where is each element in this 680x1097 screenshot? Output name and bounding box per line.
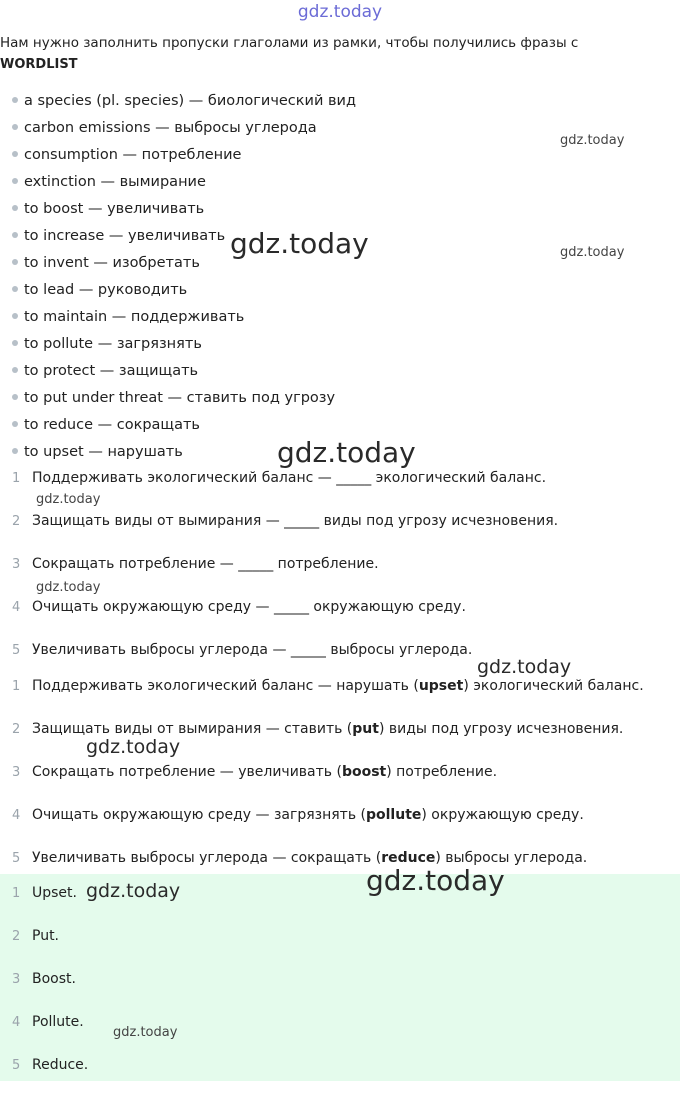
answer-item xyxy=(0,761,644,804)
item-number: 1 xyxy=(12,679,21,694)
wordlist-item xyxy=(12,117,356,144)
answer-text-after: ) выбросы углерода. xyxy=(435,850,588,866)
short-answer-text: Put. xyxy=(32,928,60,944)
wordlist-text: to invent — изобретать xyxy=(24,255,200,271)
bullet-icon xyxy=(12,178,18,184)
watermark: gdz.today xyxy=(36,580,101,595)
wordlist-text: to upset — нарушать xyxy=(24,444,183,460)
item-number: 3 xyxy=(12,557,21,572)
task-item xyxy=(0,510,558,553)
task-item xyxy=(0,596,558,639)
answer-text-after: ) окружающую среду. xyxy=(421,807,584,823)
item-number: 4 xyxy=(12,808,21,823)
answer-item xyxy=(0,675,644,718)
bullet-icon xyxy=(12,232,18,238)
task-text: Очищать окружающую среду — _____ окружающую среду. xyxy=(32,599,466,615)
wordlist-text: to boost — увеличивать xyxy=(24,201,205,217)
item-number: 5 xyxy=(12,851,21,866)
watermark: gdz.today xyxy=(477,656,572,678)
wordlist-item xyxy=(12,279,356,306)
bullet-icon xyxy=(12,97,18,103)
item-number: 4 xyxy=(12,600,21,615)
answer-text-after: ) потребление. xyxy=(386,764,498,780)
short-answer-list xyxy=(0,882,88,1097)
task-text: Защищать виды от вымирания — _____ виды под угрозу исчезновения. xyxy=(32,513,559,529)
bullet-icon xyxy=(12,313,18,319)
watermark: gdz.today xyxy=(277,436,416,469)
bullet-icon xyxy=(12,421,18,427)
answer-text-before: Сокращать потребление — увеличивать ( xyxy=(32,764,342,780)
short-answer-item xyxy=(0,925,88,968)
item-number: 3 xyxy=(12,972,21,987)
bullet-icon xyxy=(12,367,18,373)
item-number: 2 xyxy=(12,929,21,944)
bullet-icon xyxy=(12,286,18,292)
wordlist-item xyxy=(12,198,356,225)
wordlist-text: consumption — потребление xyxy=(24,147,242,163)
answer-text-before: Защищать виды от вымирания — ставить ( xyxy=(32,721,353,737)
item-number: 1 xyxy=(12,886,21,901)
bullet-icon xyxy=(12,259,18,265)
answer-panel xyxy=(0,874,680,1081)
watermark: gdz.today xyxy=(366,864,505,897)
wordlist-item xyxy=(12,144,356,171)
short-answer-item xyxy=(0,1054,88,1097)
item-number: 5 xyxy=(12,643,21,658)
wordlist-item xyxy=(12,171,356,198)
short-answer-item xyxy=(0,1011,88,1054)
watermark: gdz.today xyxy=(36,492,101,507)
watermark: gdz.today xyxy=(230,227,369,260)
answer-text-after: ) виды под угрозу исчезновения. xyxy=(378,721,624,737)
short-answer-text: Pollute. xyxy=(32,1014,84,1030)
wordlist xyxy=(12,90,356,468)
answer-item xyxy=(0,804,644,847)
watermark: gdz.today xyxy=(560,245,625,260)
short-answer-item xyxy=(0,968,88,1011)
wordlist-item xyxy=(12,360,356,387)
answer-text-before: Увеличивать выбросы углерода — сокращать ( xyxy=(32,850,382,866)
short-answer-text: Upset. xyxy=(32,885,77,901)
wordlist-text: carbon emissions — выбросы углерода xyxy=(24,120,317,136)
answer-verb: put xyxy=(352,721,379,737)
short-answer-text: Reduce. xyxy=(32,1057,89,1073)
wordlist-item xyxy=(12,306,356,333)
bullet-icon xyxy=(12,205,18,211)
watermark: gdz.today xyxy=(113,1025,178,1040)
wordlist-text: to increase — увеличивать xyxy=(24,228,226,244)
item-number: 5 xyxy=(12,1058,21,1073)
full-answer-list xyxy=(0,675,644,890)
item-number: 4 xyxy=(12,1015,21,1030)
bullet-icon xyxy=(12,394,18,400)
wordlist-text: to protect — защищать xyxy=(24,363,199,379)
watermark: gdz.today xyxy=(560,133,625,148)
task-text: Сокращать потребление — _____ потребление. xyxy=(32,556,379,572)
short-answer-text: Boost. xyxy=(32,971,76,987)
bullet-icon xyxy=(12,340,18,346)
wordlist-text: extinction — вымирание xyxy=(24,174,206,190)
wordlist-item xyxy=(12,90,356,117)
bullet-icon xyxy=(12,124,18,130)
answer-text-after: ) экологический баланс. xyxy=(463,678,644,694)
intro-text xyxy=(0,32,675,76)
wordlist-title: WORDLIST xyxy=(0,57,78,72)
item-number: 1 xyxy=(12,471,21,486)
task-text: Увеличивать выбросы углерода — _____ выбросы углерода. xyxy=(32,642,473,658)
intro-sentence: Нам нужно заполнить пропуски глаголами из рамки, чтобы получились фразы с xyxy=(0,35,579,51)
site-logo[interactable]: gdz.today xyxy=(297,2,383,22)
answer-verb: boost xyxy=(341,764,387,780)
wordlist-text: a species (pl. species) — биологический вид xyxy=(24,93,356,109)
item-number: 2 xyxy=(12,722,21,737)
wordlist-item xyxy=(12,387,356,414)
wordlist-text: to pollute — загрязнять xyxy=(24,336,202,352)
watermark: gdz.today xyxy=(86,880,181,902)
short-answer-item xyxy=(0,882,88,925)
answer-verb: reduce xyxy=(381,850,436,866)
item-number: 2 xyxy=(12,514,21,529)
wordlist-text: to reduce — сокращать xyxy=(24,417,200,433)
wordlist-text: to put under threat — ставить под угрозу xyxy=(24,390,336,406)
watermark: gdz.today xyxy=(86,736,181,758)
wordlist-text: to lead — руководить xyxy=(24,282,188,298)
bullet-icon xyxy=(12,448,18,454)
wordlist-item xyxy=(12,333,356,360)
answer-verb: upset xyxy=(418,678,464,694)
answer-text-before: Очищать окружающую среду — загрязнять ( xyxy=(32,807,366,823)
bullet-icon xyxy=(12,151,18,157)
answer-verb: pollute xyxy=(365,807,422,823)
wordlist-text: to maintain — поддерживать xyxy=(24,309,245,325)
answer-text-before: Поддерживать экологический баланс — нарушать ( xyxy=(32,678,419,694)
task-text: Поддерживать экологический баланс — _____ экологический баланс. xyxy=(32,470,547,486)
item-number: 3 xyxy=(12,765,21,780)
